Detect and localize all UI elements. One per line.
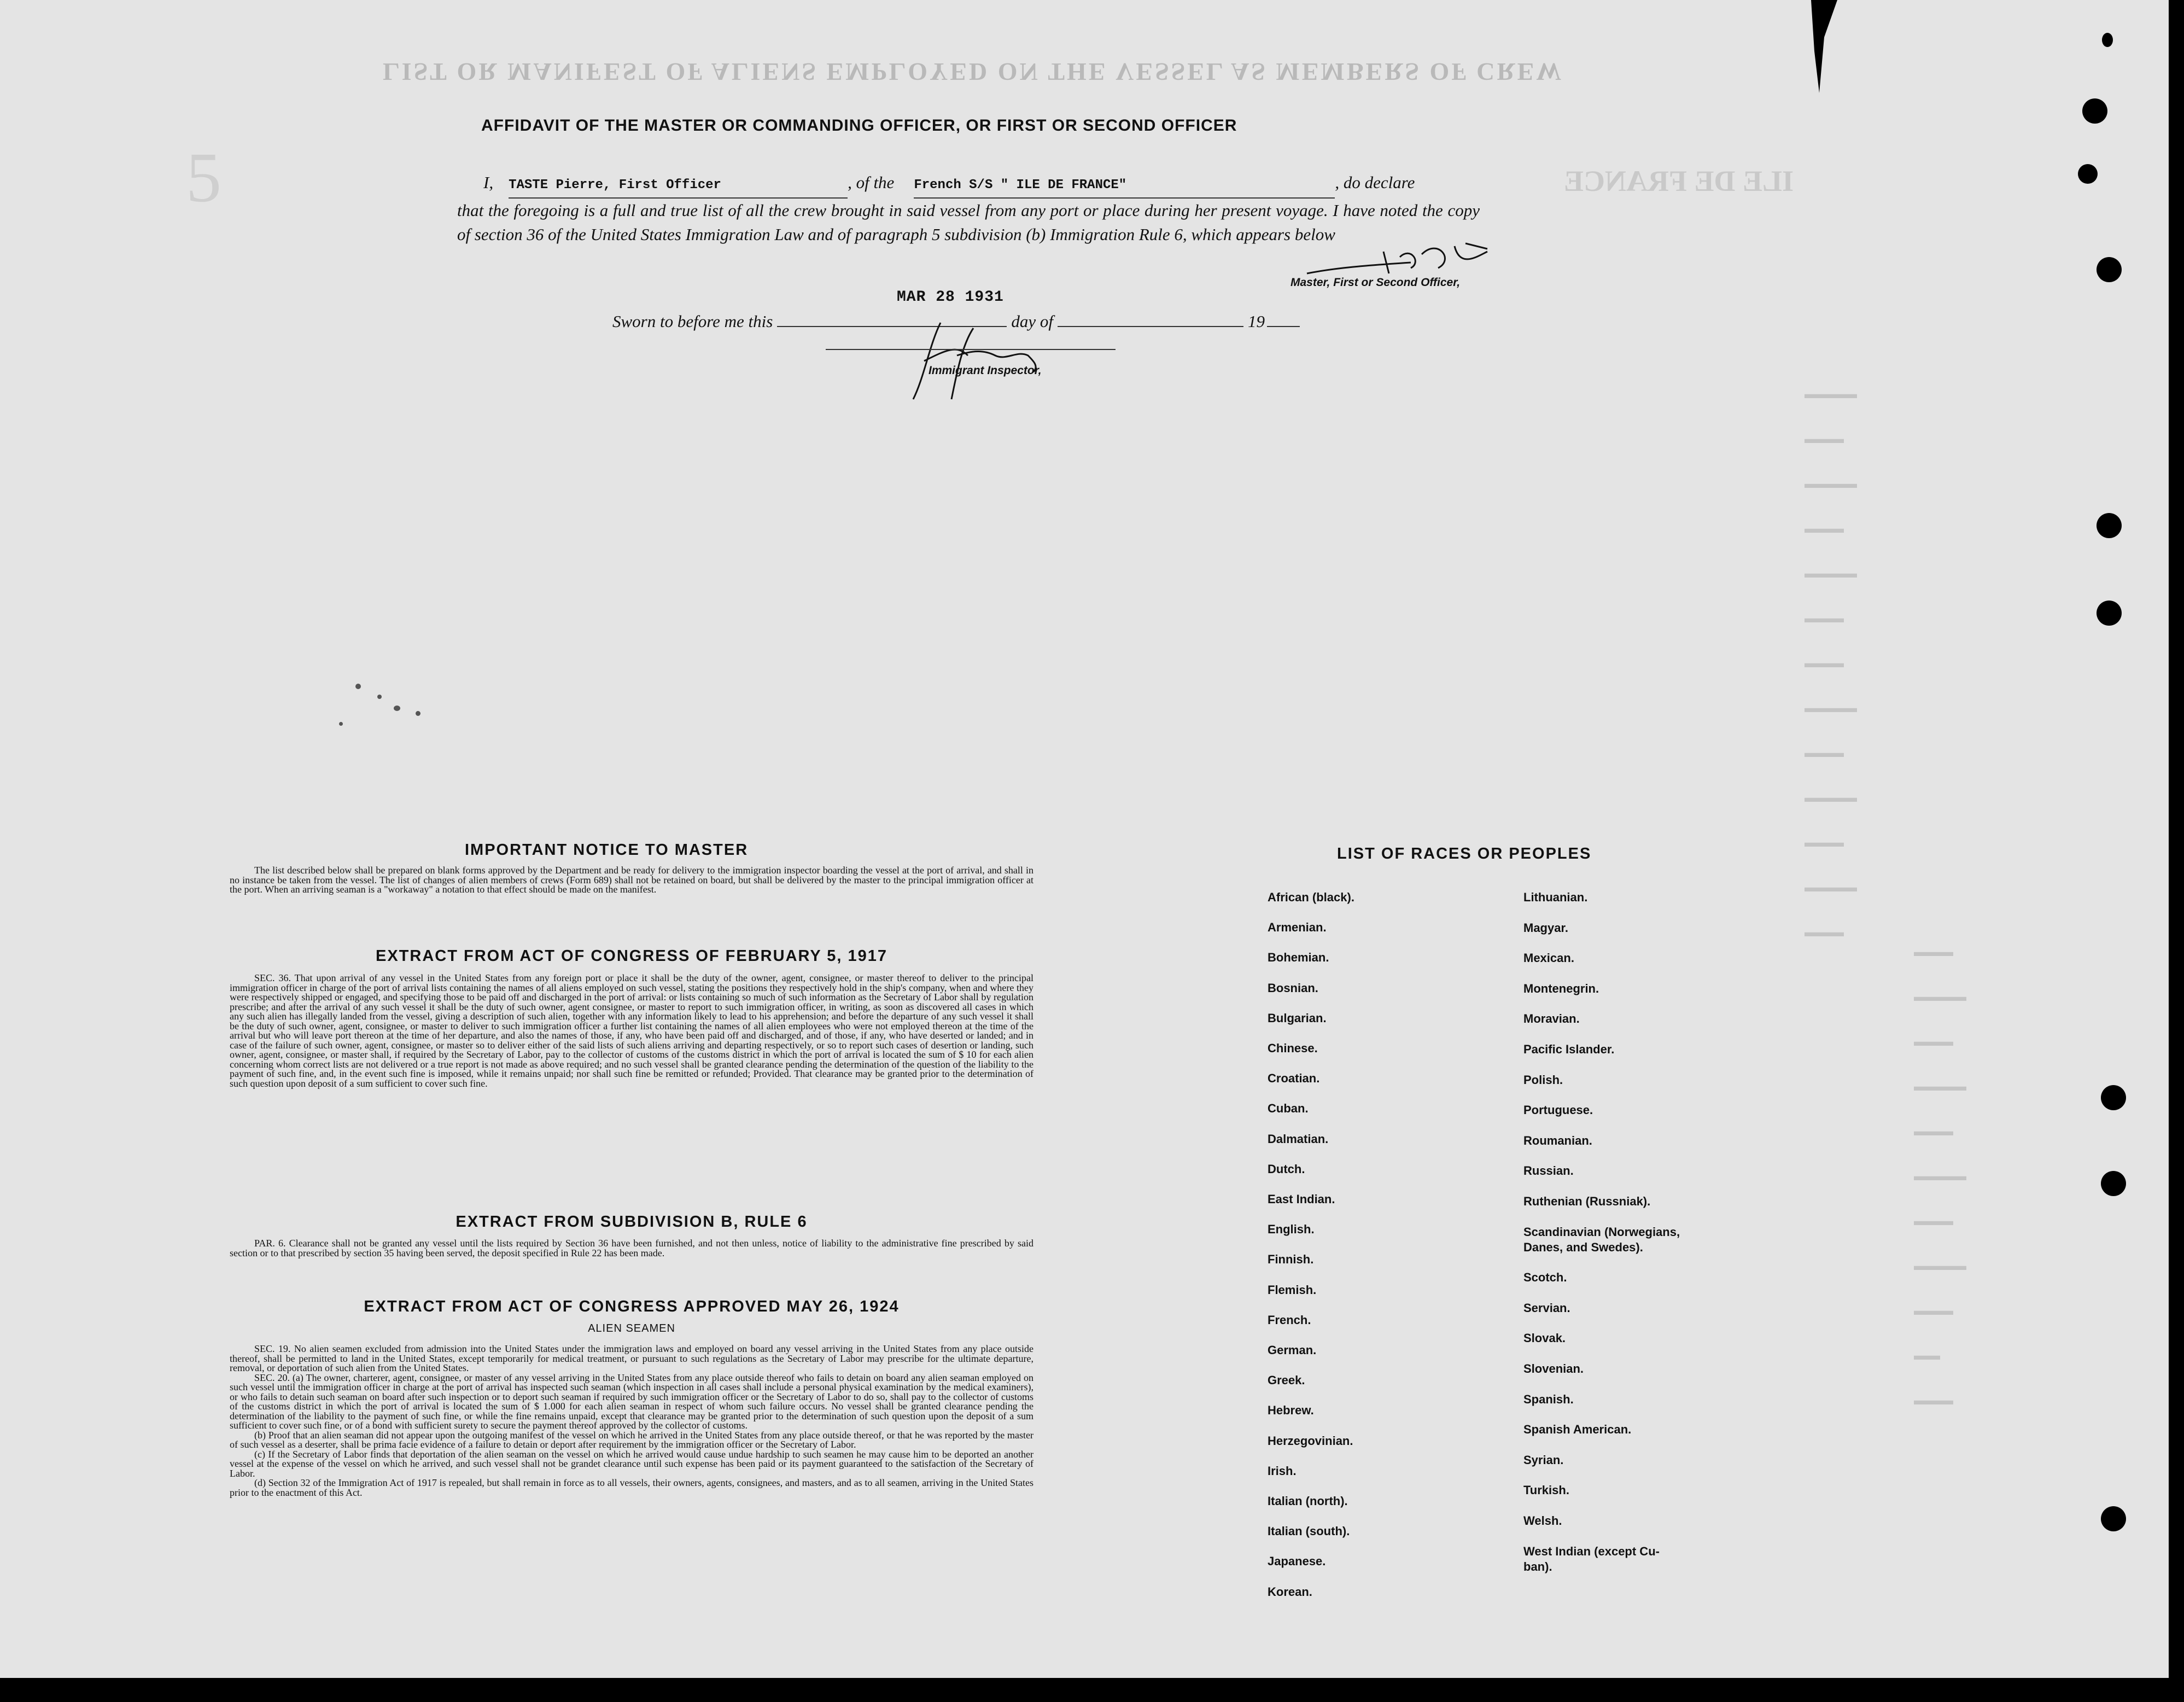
race-item: Welsh. — [1523, 1514, 1562, 1528]
extract-rule6-text — [230, 1239, 1033, 1258]
race-item: Slovak. — [1523, 1331, 1566, 1345]
race-item: Japanese. — [1268, 1554, 1326, 1569]
sworn-month-blank — [1058, 313, 1243, 327]
race-item: Croatian. — [1268, 1071, 1320, 1086]
inspector-signature-line — [826, 349, 1116, 350]
section-36-paragraph: SEC. 36. That upon arrival of any vessel in the United States from any foreign port or place it shall be the duty of the owner, agent, consignee, or master thereof to deliver to the principal immigration officer in charge of the port of arrival lists containing the names of all aliens employed on such vessel, stating the positions they respectively hold in the ship's company, when and where they were respectively shipped or engaged, and specifying those to be paid off and discharged in the port of arrival: or lists containing so much of such information as the Secretary of Labor shall by regulation prescribe; and after the arrival of any such vessel it shall be the duty of such owner, agent consignee, or master to report to such immigration officer, in writing, as soon as discovered all cases in which any such alien has illegally landed from the vessel, giving a description of such alien, together with any information likely to lead to his apprehension; and before the departure of any such vessel it shall be the duty of such owner, agent, consignee, or master to deliver to such immigration officer a further list containing the names of all alien employees who were not employed thereon at the time of the arrival but who will leave port thereon at the time of her departure, and also the names of those, if any, who have been paid off and discharged, and of those, if any, who have deserted or landed; and in case of the failure of such owner, agent, consignee, or master so to deliver either of the said lists of such aliens arriving and departing respectively, or so to report such cases of desertion or landing, such owner, agent, consignee, or master shall, if required by the Secretary of Labor, pay to the collector of customs of the customs district in which the port of arrival is located the sum of $ 10 for each alien concerning whom correct lists are not delivered or a true report is not made as above required; and no such vessel shall be granted clearance pending the determination of the question of the liability to the payment of such fine, and, in the event such fine is imposed, while it remains unpaid; nor shall such fine be remitted or refunded; Provided. That clearance may be granted prior to the determination of such question upon deposit of a sum sufficient to cover such fine. — [230, 972, 1033, 1089]
punch-hole — [2097, 257, 2122, 282]
alien-seamen-subtitle: ALIEN SEAMEN — [588, 1322, 675, 1334]
notice-paragraph: The list described below shall be prepared on blank forms approved by the Department and be ready for delivery to the immigration inspector boarding the vessel at the port of arrival, and shall in no instance be taken from the vessel. The list of changes of alien members of crews (Form 689) shall not be retained on board, but shall be delivered by the master to the principal immigration officer at the port. When an arriving seaman is a "workaway" a notation to that effect should be made on the manifest. — [230, 865, 1033, 895]
inspector-label: Immigrant Inspector, — [929, 364, 1042, 377]
race-item: East Indian. — [1268, 1192, 1335, 1206]
race-item: Bohemian. — [1268, 951, 1329, 965]
rule6-paragraph: PAR. 6. Clearance shall not be granted any vessel until the lists required by Section 36 have been furnished, and not then unless, notice of liability to the administrative fine prescribed by said section or to that prescribed by section 35 having been served, the deposit specified in Rule 22 has been made. — [230, 1238, 1033, 1258]
punch-hole — [2101, 1506, 2126, 1531]
race-item: Flemish. — [1268, 1283, 1317, 1297]
race-item: Finnish. — [1268, 1252, 1314, 1267]
year-label: 19 — [1247, 312, 1265, 331]
extract-rule6-title: EXTRACT FROM SUBDIVISION B, RULE 6 — [456, 1213, 808, 1231]
ink-speck — [355, 684, 361, 689]
race-item: Ruthenian (Russniak). — [1523, 1194, 1651, 1208]
punch-hole — [2097, 513, 2122, 538]
race-item: Syrian. — [1523, 1453, 1564, 1467]
race-item: Pacific Islander. — [1523, 1042, 1615, 1056]
race-item: Greek. — [1268, 1373, 1305, 1388]
affidavit-of-the: , of the — [848, 173, 895, 192]
race-item: Cuban. — [1268, 1101, 1309, 1116]
race-item: Scandinavian (Norwegians, Danes, and Swedes). — [1523, 1225, 1680, 1254]
race-item: Spanish American. — [1523, 1423, 1632, 1437]
reverse-side-bleed-title: LIST OR MANIFEST OF ALIENS EMPLOYED ON THE VESSEL AS MEMBERS OF CREW — [383, 58, 1564, 86]
race-item: Roumanian. — [1523, 1133, 1592, 1147]
race-item: French. — [1268, 1313, 1311, 1327]
notice-title: IMPORTANT NOTICE TO MASTER — [465, 841, 749, 859]
punch-hole — [2082, 98, 2107, 124]
section-20d-paragraph: (d) Section 32 of the Immigration Act of 1917 is repealed, but shall remain in force as to all vessels, their owners, agents, consignees, and masters, and as to all seamen, arriving in the United States prior to the enactment of this Act. — [230, 1477, 1033, 1498]
section-19-paragraph: SEC. 19. No alien seamen excluded from admission into the United States under the immigration laws and employed on board any vessel arriving in the United States from any place outside thereof, shall be permitted to land in the United States, except temporarily for medical treatment, or pursuant to such regulations as the Secretary of Labor may prescribe for the ultimate departure, removal, or deportation of such alien from the United States. — [230, 1343, 1033, 1373]
race-item: German. — [1268, 1343, 1317, 1357]
race-item: African (black). — [1268, 890, 1354, 904]
section-20a-paragraph: SEC. 20. (a) The owner, charterer, agent, consignee, or master of any vessel arriving in the United States from any place outside thereof who fails to detain on board any alien seaman employed on such vessel until the immigration officer in charge at the port of arrival has inspected such seaman (which inspection in all cases shall include a personal physical examination by the medical examiners), or who fails to detain such seaman on board after such inspection or to deport such seaman if required by such immigration officer or the Secretary of Labor to do so, shall pay to the collector of customs of the customs district in which the port of arrival is located the sum of $ 1.000 for each alien seaman in respect of whom such failure occurs. No vessel shall be granted clearance pending the determination of the liability to the payment of such fine, or while the fine remains unpaid, except that clearance may be granted prior to the determination of such question upon the deposit of a sum sufficient to cover such fine, or of a bond with sufficient surety to secure the payment thereof approved by the collector of customs. — [230, 1372, 1033, 1431]
faint-handwriting: 5 — [186, 138, 221, 217]
extract-1917-text — [230, 974, 1033, 1088]
extract-1917-title: EXTRACT FROM ACT OF CONGRESS OF FEBRUARY 5, 1917 — [375, 947, 888, 965]
punch-hole — [2097, 601, 2122, 626]
signature-title: Master, First or Second Officer, — [1290, 276, 1461, 289]
race-item: Magyar. — [1523, 920, 1568, 935]
ink-speck — [416, 711, 421, 716]
date-stamp: MAR 28 1931 — [897, 289, 1004, 306]
race-item: West Indian (except Cu- ban). — [1523, 1544, 1660, 1573]
race-item: Dutch. — [1268, 1162, 1305, 1176]
ink-speck — [377, 695, 382, 699]
torn-corner — [1805, 0, 1837, 93]
officer-signature — [1301, 235, 1509, 279]
races-title: LIST OF RACES OR PEOPLES — [1337, 845, 1592, 862]
race-item: Herzegovinian. — [1268, 1433, 1353, 1448]
officer-name-field: TASTE Pierre, First Officer — [509, 173, 848, 199]
race-item: Mexican. — [1523, 951, 1574, 965]
race-item: Portuguese. — [1523, 1103, 1593, 1117]
race-item: Scotch. — [1523, 1270, 1567, 1285]
section-20c-paragraph: (c) If the Secretary of Labor finds that deportation of the alien seaman on the vessel on which he arrived would cause undue hardship to such seamen he may cause him to be deported an another vessel at the expense of the vessel on which he arrived, and such vessel shall not be grandet clearance until such expense has been paid or its payment guaranteed to the satisfaction of the Secretary of Labor. — [230, 1448, 1033, 1479]
sworn-year-blank — [1267, 313, 1300, 327]
race-item: Hebrew. — [1268, 1403, 1314, 1418]
punch-hole — [2078, 164, 2098, 184]
race-item: Armenian. — [1268, 920, 1327, 935]
day-of-label: day of — [1011, 312, 1053, 331]
race-item: Russian. — [1523, 1164, 1574, 1178]
section-20b-paragraph: (b) Proof that an alien seaman did not appear upon the outgoing manifest of the vessel on which he arrived in the United States from any place outside thereof, or that he was reported by the master of such vessel as a deserter, shall be prima facie evidence of a failure to detain or deport after requirement by the immigration officer or the Secretary of Labor. — [230, 1429, 1033, 1450]
extract-1924-title: EXTRACT FROM ACT OF CONGRESS APPROVED MAY 26, 1924 — [364, 1298, 900, 1315]
race-item: Servian. — [1523, 1301, 1570, 1315]
punch-hole — [2101, 1171, 2126, 1196]
sworn-label: Sworn to before me this — [612, 312, 773, 331]
ink-speck — [339, 722, 343, 726]
race-item: Lithuanian. — [1523, 890, 1588, 904]
race-item: Montenegrin. — [1523, 981, 1599, 995]
race-item: Chinese. — [1268, 1041, 1318, 1055]
affidavit-do-declare: , do declare — [1335, 173, 1415, 192]
race-item: Italian (north). — [1268, 1494, 1348, 1508]
reverse-side-bleed-column: ▬▬▬ ▬▬▬▬ ▬▬▬ ▬▬▬▬ ▬▬▬ ▬▬▬▬ ▬▬▬ ▬▬▬▬ ▬▬▬ ▬▬ ▬▬▬ — [1914, 945, 1966, 1408]
inspector-signature — [891, 312, 1055, 405]
notice-text — [230, 866, 1033, 895]
reverse-side-bleed-column: ▬▬▬▬ ▬▬▬ ▬▬▬▬ ▬▬▬ ▬▬▬▬ ▬▬▬ ▬▬▬ ▬▬▬▬ ▬▬▬ ▬▬▬▬ ▬▬▬ ▬▬▬▬ ▬▬▬ — [1805, 387, 1857, 940]
race-item: Bulgarian. — [1268, 1011, 1327, 1025]
affidavit-declaration: that the foregoing is a full and true list of all the crew brought in said vessel from any port or place during her present voyage. I have noted the copy of section 36 of the United States Immigration Law and of paragraph 5 subdivision (b) Immigration Rule 6, which appears below — [457, 201, 1480, 244]
punch-hole — [2102, 33, 2113, 47]
race-item: Bosnian. — [1268, 981, 1318, 995]
race-item: Dalmatian. — [1268, 1132, 1329, 1146]
ink-speck — [394, 706, 400, 711]
race-item: Slovenian. — [1523, 1362, 1584, 1375]
race-item: Moravian. — [1523, 1012, 1580, 1026]
reverse-side-bleed-vessel: ILE DE FRANCE — [1564, 165, 1794, 197]
extract-1924-text — [230, 1344, 1033, 1497]
affidavit-title: AFFIDAVIT OF THE MASTER OR COMMANDING OFFICER, OR FIRST OR SECOND OFFICER — [481, 116, 1237, 135]
race-item: Korean. — [1268, 1584, 1312, 1599]
race-item: Polish. — [1523, 1073, 1563, 1087]
punch-hole — [2101, 1085, 2126, 1110]
race-item: Italian (south). — [1268, 1524, 1350, 1538]
race-item: English. — [1268, 1222, 1315, 1237]
race-item: Turkish. — [1523, 1483, 1569, 1497]
affidavit-i: I, — [483, 173, 494, 192]
vessel-name-field: French S/S " ILE DE FRANCE" — [914, 173, 1335, 199]
race-item: Irish. — [1268, 1464, 1297, 1478]
race-item: Spanish. — [1523, 1392, 1574, 1406]
